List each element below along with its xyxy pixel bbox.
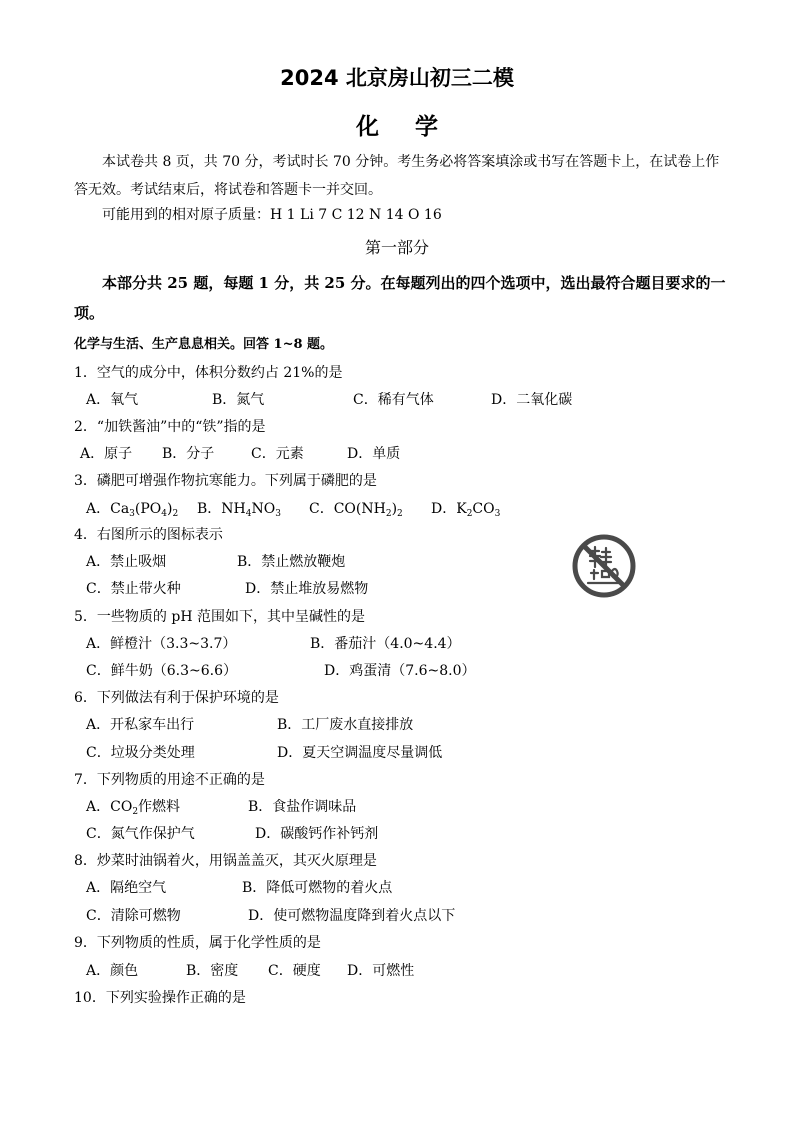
q6-option-b: B．工厂废水直接排放 xyxy=(277,717,414,733)
q1-option-d: D．二氧化碳 xyxy=(491,392,573,408)
subject-title: 化学 xyxy=(356,113,474,140)
q6-option-a: A．开私家车出行 xyxy=(86,717,195,733)
question-4-stem: 4．右图所示的图标表示 xyxy=(74,527,223,543)
question-3-stem: 3．磷肥可增强作物抗寒能力。下列属于磷肥的是 xyxy=(74,473,377,489)
q8-option-a: A．隔绝空气 xyxy=(86,880,167,896)
q2-option-d: D．单质 xyxy=(347,446,401,462)
q3-option-a: A．$Ca_3(PO_4)_2$ xyxy=(86,501,179,519)
question-6-stem: 6．下列做法有利于保护环境的是 xyxy=(74,690,279,706)
question-7-stem: 7．下列物质的用途不正确的是 xyxy=(74,772,265,788)
q1-option-a: A．氧气 xyxy=(86,392,139,408)
q5-option-c: C．鲜牛奶（6.3~6.6） xyxy=(86,663,237,679)
q7-option-c: C．氮气作保护气 xyxy=(86,826,195,842)
q8-option-d: D．使可燃物温度降到着火点以下 xyxy=(248,908,456,924)
q2-option-c: C．元素 xyxy=(251,446,304,462)
q6-option-d: D．夏天空调温度尽量调低 xyxy=(277,745,443,761)
q4-option-d: D．禁止堆放易燃物 xyxy=(245,581,369,597)
q4-option-a: A．禁止吸烟 xyxy=(86,554,167,570)
q8-option-c: C．清除可燃物 xyxy=(86,908,181,924)
exam-instructions: 本试卷共 8 页，共 70 分，考试时长 70 分钟。考生务必将答案填涂或书写在答题卡上，在试卷上作答无效。考试结束后，将试卷和答题卡一并交回。 xyxy=(74,154,720,198)
q7-option-a: A．$CO_2$作燃料 xyxy=(86,799,181,817)
section-intro: 化学与生活、生产息息相关。回答 1~8 题。 xyxy=(74,337,334,352)
q6-option-c: C．垃圾分类处理 xyxy=(86,745,195,761)
exam-title: 2024 北京房山初三二模 xyxy=(280,66,514,90)
q8-option-b: B．降低可燃物的着火点 xyxy=(242,880,393,896)
question-8-stem: 8．炒菜时油锅着火，用锅盖盖灭，其灭火原理是 xyxy=(74,853,377,869)
part-title: 第一部分 xyxy=(364,238,429,257)
q1-option-c: C．稀有气体 xyxy=(353,392,434,408)
q5-option-b: B．番茄汁（4.0~4.4） xyxy=(310,636,461,652)
no-flammable-stacking-icon xyxy=(571,533,637,599)
q9-option-d: D．可燃性 xyxy=(347,963,415,979)
q9-option-a: A．颜色 xyxy=(86,963,139,979)
q9-option-c: C．硬度 xyxy=(268,963,321,979)
q1-option-b: B．氮气 xyxy=(212,392,265,408)
q9-option-b: B．密度 xyxy=(186,963,239,979)
question-2-stem: 2．“加铁酱油”中的“铁”指的是 xyxy=(74,419,266,435)
q7-option-d: D．碳酸钙作补钙剂 xyxy=(255,826,379,842)
atomic-mass-note: 可能用到的相对原子质量：H 1 Li 7 C 12 N 14 O 16 xyxy=(102,207,442,223)
q2-option-a: A．原子 xyxy=(80,446,133,462)
question-10-stem: 10．下列实验操作正确的是 xyxy=(74,990,246,1006)
q4-option-c: C．禁止带火种 xyxy=(86,581,181,597)
question-1-stem: 1．空气的成分中，体积分数约占 21%的是 xyxy=(74,365,343,381)
q3-option-d: D．$K_2CO_3$ xyxy=(431,501,501,519)
q3-option-c: C．$CO(NH_2)_2$ xyxy=(309,501,403,519)
q2-option-b: B．分子 xyxy=(162,446,215,462)
part-instruction: 本部分共 25 题，每题 1 分，共 25 分。在每题列出的四个选项中，选出最符合题目要求的一项。 xyxy=(74,274,726,322)
question-9-stem: 9．下列物质的性质，属于化学性质的是 xyxy=(74,935,321,951)
q5-option-d: D．鸡蛋清（7.6~8.0） xyxy=(324,663,476,679)
q5-option-a: A．鲜橙汁（3.3~3.7） xyxy=(86,636,237,652)
question-5-stem: 5．一些物质的 pH 范围如下，其中呈碱性的是 xyxy=(74,609,365,625)
q7-option-b: B．食盐作调味品 xyxy=(248,799,357,815)
q4-option-b: B．禁止燃放鞭炮 xyxy=(237,554,346,570)
q3-option-b: B．$NH_4NO_3$ xyxy=(197,501,281,519)
